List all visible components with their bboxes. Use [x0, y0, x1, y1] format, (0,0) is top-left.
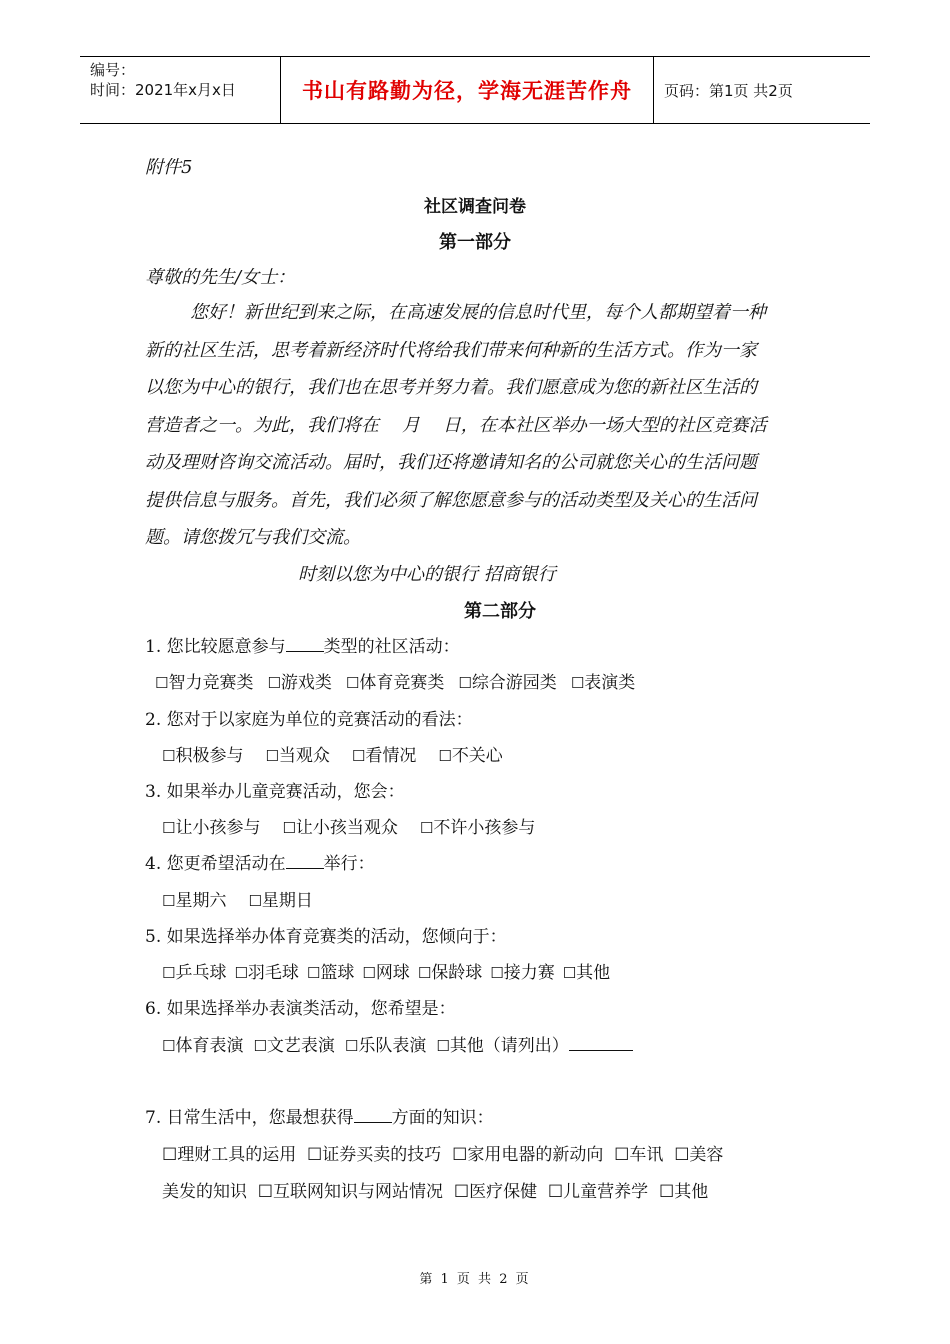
checkbox-icon: ☐ [162, 819, 176, 837]
checkbox-icon: ☐ [282, 819, 296, 837]
page-header [80, 56, 870, 124]
checkbox-option[interactable]: ☐让小孩参与 [162, 818, 261, 838]
question-text: 3. 如果举办儿童竞赛活动，您会： [145, 782, 405, 802]
greeting: 尊敬的先生/女士： [145, 267, 296, 288]
question-text: 类型的社区活动： [323, 637, 460, 657]
question-text: 7. 日常生活中，您最想获得 [145, 1108, 354, 1128]
checkbox-option[interactable]: ☐看情况 [351, 746, 417, 766]
question-2 [145, 705, 473, 730]
question-text: 4. 您更希望活动在 [145, 854, 286, 874]
motto: 书山有路勤为径，学海无涯苦作舟 [281, 57, 654, 123]
question-1-options [155, 668, 649, 693]
checkbox-option[interactable]: ☐表演类 [570, 673, 636, 693]
checkbox-option[interactable]: ☐网球 [362, 963, 410, 983]
intro-line: 以您为中心的银行，我们也在思考并努力着。我们愿意成为您的新社区生活的 [145, 377, 757, 398]
checkbox-option[interactable]: ☐当观众 [265, 746, 330, 766]
checkbox-icon: ☐ [345, 674, 360, 692]
question-text: 2. 您对于以家庭为单位的竞赛活动的看法： [145, 710, 473, 730]
question-text: 举行： [323, 854, 375, 874]
part2-title: 第二部分 [464, 601, 536, 622]
checkbox-option[interactable]: ☐体育表演 [162, 1036, 244, 1056]
question-text: 1. 您比较愿意参与 [145, 637, 286, 657]
checkbox-option[interactable]: ☐星期六 [162, 891, 227, 911]
question-text: 5. 如果选择举办体育竞赛类的活动，您倾向于： [145, 927, 507, 947]
checkbox-option[interactable]: ☐让小孩当观众 [282, 818, 398, 838]
checkbox-option[interactable]: ☐不许小孩参与 [419, 818, 536, 838]
checkbox-icon: ☐ [155, 674, 169, 692]
checkbox-icon: ☐ [458, 674, 472, 692]
question-6-options [162, 1031, 633, 1056]
checkbox-icon: ☐ [351, 747, 366, 765]
question-3 [145, 777, 405, 802]
checkbox-icon: ☐ [417, 964, 432, 982]
intro-line: 营造者之一。为此，我们将在 月 日，在本社区举办一场大型的社区竞赛活 [145, 415, 767, 436]
checkbox-option[interactable]: ☐体育竞赛类 [345, 673, 445, 693]
checkbox-icon: ☐ [162, 892, 176, 910]
checkbox-icon: ☐ [306, 964, 321, 982]
checkbox-icon: ☐ [344, 1037, 359, 1055]
attachment-label: 附件5 [145, 157, 193, 178]
checkbox-option[interactable]: ☐积极参与 [162, 746, 244, 766]
intro-line: 您好！新世纪到来之际，在高速发展的信息时代里，每个人都期望着一种 [190, 302, 766, 323]
question-5-options [162, 958, 624, 983]
question-5 [145, 922, 507, 947]
fill-blank[interactable] [286, 867, 324, 869]
checkbox-icon: ☐ [419, 819, 434, 837]
checkbox-option[interactable]: ☐保龄球 [417, 963, 483, 983]
number-label: 编号： [90, 61, 136, 79]
checkbox-option[interactable]: ☐不关心 [438, 746, 503, 766]
checkbox-icon: ☐ [570, 674, 585, 692]
intro-line: 动及理财咨询交流活动。届时，我们还将邀请知名的公司就您关心的生活问题 [145, 452, 757, 473]
checkbox-option[interactable]: ☐游戏类 [267, 673, 332, 693]
fill-blank[interactable] [354, 1121, 392, 1123]
checkbox-icon: ☐ [162, 1037, 176, 1055]
intro-line: 提供信息与服务。首先，我们必须了解您愿意参与的活动类型及关心的生活问 [145, 490, 757, 511]
checkbox-icon: ☐ [253, 1037, 267, 1055]
checkbox-option[interactable]: ☐文艺表演 [253, 1036, 335, 1056]
checkbox-icon: ☐ [162, 964, 176, 982]
question-7 [145, 1103, 494, 1128]
question-text: 方面的知识： [391, 1108, 494, 1128]
slogan: 时刻以您为中心的银行 招商银行 [298, 564, 556, 585]
fill-blank[interactable] [286, 650, 324, 652]
checkbox-option[interactable]: ☐羽毛球 [234, 963, 299, 983]
document-title: 社区调查问卷 [424, 197, 526, 217]
question-7-options-line1[interactable]: ☐理财工具的运用 ☐证券买卖的技巧 ☐家用电器的新动向 ☐车讯 ☐美容 [162, 1145, 724, 1165]
checkbox-icon: ☐ [490, 964, 504, 982]
question-4-options [162, 886, 327, 911]
checkbox-icon: ☐ [562, 964, 577, 982]
intro-line: 题。请您拨冗与我们交流。 [145, 527, 361, 548]
checkbox-icon: ☐ [362, 964, 376, 982]
checkbox-icon: ☐ [265, 747, 279, 765]
question-4 [145, 849, 375, 874]
question-7-options-line2[interactable]: 美发的知识 ☐互联网知识与网站情况 ☐医疗保健 ☐儿童营养学 ☐其他 [162, 1182, 709, 1202]
question-2-options [162, 741, 517, 766]
checkbox-option[interactable]: ☐篮球 [306, 963, 355, 983]
checkbox-icon: ☐ [234, 964, 248, 982]
checkbox-option[interactable]: ☐智力竞赛类 [155, 673, 254, 693]
part1-title: 第一部分 [439, 232, 511, 253]
question-1 [145, 632, 460, 657]
checkbox-option[interactable]: ☐接力赛 [490, 963, 555, 983]
checkbox-icon: ☐ [438, 747, 452, 765]
page-label: 页码：第1页 共2页 [664, 81, 793, 100]
page-footer: 第 1 页 共 2 页 [419, 1272, 531, 1287]
question-6 [145, 994, 456, 1019]
checkbox-option[interactable]: ☐乐队表演 [344, 1036, 427, 1056]
checkbox-option[interactable]: ☐其他 [562, 963, 611, 983]
checkbox-option[interactable]: ☐其他（请列出） [436, 1036, 569, 1056]
question-text: 6. 如果选择举办表演类活动，您希望是： [145, 999, 456, 1019]
header-meta-cell [80, 57, 281, 123]
checkbox-icon: ☐ [162, 747, 176, 765]
checkbox-option[interactable]: ☐综合游园类 [458, 673, 557, 693]
intro-line: 新的社区生活，思考着新经济时代将给我们带来何种新的生活方式。作为一家 [145, 340, 757, 361]
checkbox-option[interactable]: ☐乒乓球 [162, 963, 227, 983]
time-label: 时间：2021年x月x日 [90, 81, 236, 99]
question-3-options [162, 813, 549, 838]
checkbox-option[interactable]: ☐星期日 [248, 891, 313, 911]
checkbox-icon: ☐ [248, 892, 262, 910]
checkbox-icon: ☐ [267, 674, 281, 692]
checkbox-icon: ☐ [436, 1037, 450, 1055]
fill-blank[interactable] [569, 1049, 633, 1051]
